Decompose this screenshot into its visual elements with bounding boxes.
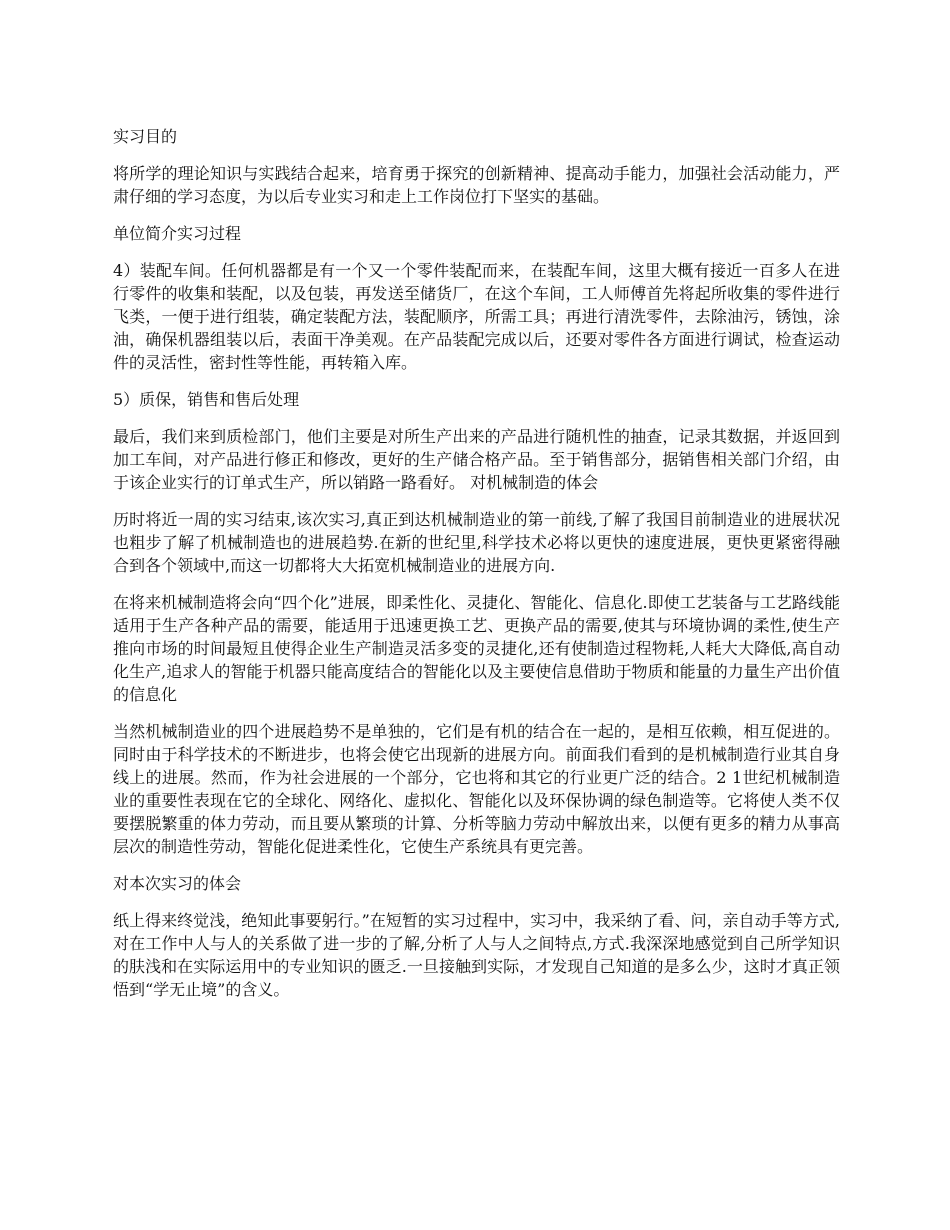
paragraph-trends-interrelated: 当然机械制造业的四个进展趋势不是单独的，它们是有机的结合在一起的，是相互依赖，相互促进的。同时由于科学技术的不断进步，也将会使它出现新的进展方向。前面我们看到的是机械制造行业其自身线上的进展。然而，作为社会进展的一个部分，它也将和其它的行业更广泛的结合。2 1世纪机械制造业的重要性表现在它的全球化、网络化、虚拟化、智能化以及环保协调的绿色制造等。它将使人类不仅要摆脱繁重的体力劳动，而且要从繁琐的计算、分析等脑力劳动中解放出来，以便有更多的精力从事高层次的制造性劳动，智能化促进柔性化，它使生产系统具有更完善。 [113, 722, 840, 856]
heading-internship-reflection: 对本次实习的体会 [113, 874, 242, 893]
paragraph-purpose: 将所学的理论知识与实践结合起来，培育勇于探究的创新精神、提高动手能力，加强社会活动能力，严肃仔细的学习态度，为以后专业实习和走上工作岗位打下坚实的基础。 [113, 164, 840, 206]
document-page [113, 125, 840, 1015]
paragraph-internship-summary: 历时将近一周的实习结束,该次实习,真正到达机械制造业的第一前线,了解了我国目前制造业的进展状况也粗步了解了机械制造也的进展趋势.在新的世纪里,科学技术必将以更快的速度进展，更快更紧密得融合到各个领域中,而这一切都将大大拓宽机械制造业的进展方向. [113, 510, 840, 575]
paragraph-assembly-workshop: 4）装配车间。任何机器都是有一个又一个零件装配而来，在装配车间，这里大概有接近一百多人在进行零件的收集和装配，以及包装，再发送至储货厂，在这个车间，工人师傅首先将起所收集的零件进行飞类，一便于进行组装，确定装配方法，装配顺序，所需工具；再进行清洗零件，去除油污，锈蚀，涂油，确保机器组装以后，表面干净美观。在产品装配完成以后，还要对零件各方面进行调试，检查运动件的灵活性，密封性等性能，再转箱入库。 [113, 261, 840, 372]
paragraph-reflection: 纸上得来终觉浅，绝知此事要躬行。”在短暂的实习过程中，实习中，我采纳了看、问，亲自动手等方式,对在工作中人与人的关系做了进一步的了解,分析了人与人之间特点,方式.我深深地感觉到自己所学知识的肤浅和在实际运用中的专业知识的匮乏.一旦接触到实际，才发现自己知道的是多么少，这时才真正领悟到“学无止境”的含义。 [113, 911, 840, 999]
paragraph-four-trends: 在将来机械制造将会向“四个化”进展，即柔性化、灵捷化、智能化、信息化.即使工艺装备与工艺路线能适用于生产各种产品的需要，能适用于迅速更换工艺、更换产品的需要,使其与环境协调的柔性,使生产推向市场的时间最短且使得企业生产制造灵活多变的灵捷化,还有使制造过程物耗,人耗大大降低,高自动化生产,追求人的智能于机器只能高度结合的智能化以及主要使信息借助于物质和能量的力量生产出价值的信息化 [113, 593, 840, 704]
heading-internship-purpose: 实习目的 [113, 127, 178, 146]
heading-quality-sales: 5）质保，销售和售后处理 [113, 390, 300, 409]
heading-unit-intro-process: 单位简介实习过程 [113, 224, 242, 243]
paragraph-quality-inspection: 最后，我们来到质检部门，他们主要是对所生产出来的产品进行随机性的抽查，记录其数据，并返回到加工车间，对产品进行修正和修改，更好的生产储合格产品。至于销售部分，据销售相关部门介绍，由于该企业实行的订单式生产，所以销路一路看好。 对机械制造的体会 [113, 427, 840, 492]
